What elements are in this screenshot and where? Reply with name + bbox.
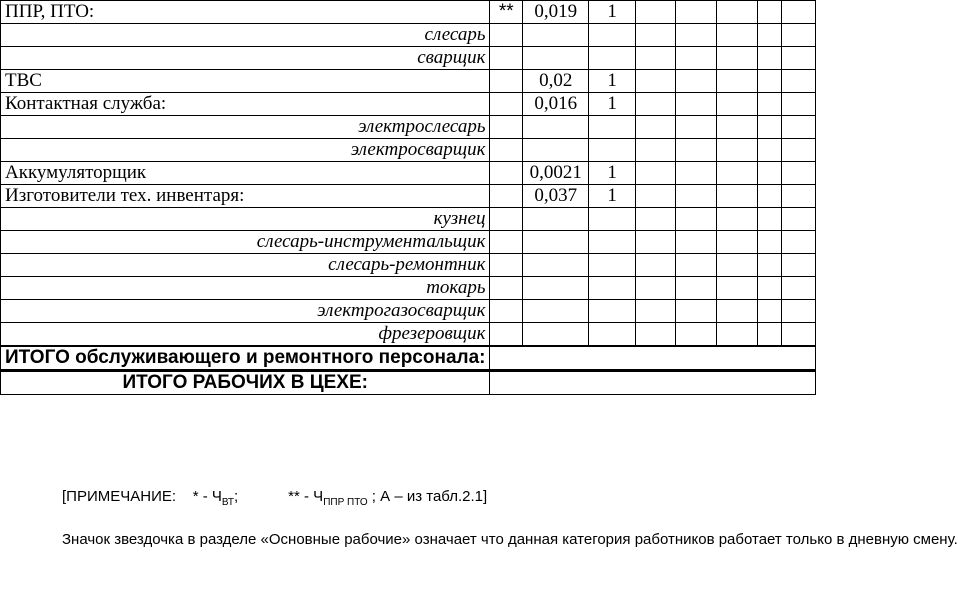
- marker-cell: [490, 116, 523, 139]
- empty-cell: [716, 254, 757, 277]
- empty-cell: [782, 24, 816, 47]
- empty-cell: [716, 323, 757, 347]
- marker-cell: [490, 185, 523, 208]
- empty-cell: [676, 47, 716, 70]
- table-row: [1, 116, 816, 139]
- empty-cell: [635, 24, 676, 47]
- empty-cell: [757, 323, 782, 347]
- empty-cell: [716, 47, 757, 70]
- coefficient-cell: 0,0021: [523, 162, 589, 185]
- table-row: [1, 231, 816, 254]
- table-row: [1, 254, 816, 277]
- empty-cell: [676, 1, 716, 24]
- count-cell: 1: [589, 93, 635, 116]
- empty-cell: [716, 277, 757, 300]
- category-name: Изготовители тех. инвентаря:: [1, 185, 490, 208]
- empty-cell: [676, 116, 716, 139]
- empty-cell: [782, 300, 816, 323]
- empty-cell: [782, 70, 816, 93]
- empty-cell: [757, 254, 782, 277]
- empty-cell: [635, 47, 676, 70]
- marker-cell: [490, 231, 523, 254]
- count-cell: [589, 254, 635, 277]
- empty-cell: [635, 116, 676, 139]
- note-star-text: * - Ч: [192, 488, 222, 505]
- empty-cell: [635, 93, 676, 116]
- count-cell: 1: [589, 185, 635, 208]
- marker-cell: [490, 162, 523, 185]
- marker-cell: [490, 24, 523, 47]
- table-row: [1, 300, 816, 323]
- table-row: [1, 208, 816, 231]
- worker-name: электрогазосварщик: [1, 300, 490, 323]
- empty-cell: [757, 24, 782, 47]
- empty-cell: [782, 47, 816, 70]
- marker-cell: [490, 47, 523, 70]
- empty-cell: [635, 139, 676, 162]
- empty-cell: [676, 24, 716, 47]
- table-row-total-service: [1, 346, 816, 371]
- category-name: Аккумуляторщик: [1, 162, 490, 185]
- empty-cell: [757, 116, 782, 139]
- marker-cell: [490, 300, 523, 323]
- worker-name: токарь: [1, 277, 490, 300]
- table-row: [1, 70, 816, 93]
- count-cell: [589, 139, 635, 162]
- count-cell: [589, 277, 635, 300]
- count-cell: [589, 208, 635, 231]
- empty-cell: [635, 254, 676, 277]
- count-cell: [589, 323, 635, 347]
- empty-cell: [635, 208, 676, 231]
- marker-cell: [490, 139, 523, 162]
- empty-cell: [757, 1, 782, 24]
- note-star-sub: ВТ: [221, 497, 234, 508]
- empty-cell: [635, 300, 676, 323]
- marker-cell: [490, 208, 523, 231]
- count-cell: [589, 47, 635, 70]
- empty-cell: [716, 185, 757, 208]
- worker-name: слесарь-ремонтник: [1, 254, 490, 277]
- empty-cell: [716, 93, 757, 116]
- table-row: [1, 1, 816, 24]
- table-row: [1, 185, 816, 208]
- table-row: [1, 277, 816, 300]
- count-cell: 1: [589, 1, 635, 24]
- worker-name: слесарь-инструментальщик: [1, 231, 490, 254]
- note-suffix: ; А – из табл.2.1]: [367, 488, 488, 505]
- coefficient-cell: 0,02: [523, 70, 589, 93]
- coefficient-cell: 0,019: [523, 1, 589, 24]
- note-dstar-text: ** - Ч: [288, 488, 324, 505]
- empty-cell: [716, 162, 757, 185]
- count-cell: 1: [589, 70, 635, 93]
- empty-cell: [757, 277, 782, 300]
- empty-cell: [757, 47, 782, 70]
- empty-cell: [716, 300, 757, 323]
- category-name: ППР, ПТО:: [1, 1, 490, 24]
- total-workshop-value: [490, 371, 816, 395]
- empty-cell: [757, 208, 782, 231]
- count-cell: [589, 116, 635, 139]
- category-name: Контактная служба:: [1, 93, 490, 116]
- empty-cell: [757, 300, 782, 323]
- coefficient-cell: [523, 254, 589, 277]
- empty-cell: [635, 162, 676, 185]
- empty-cell: [635, 185, 676, 208]
- coefficient-cell: [523, 277, 589, 300]
- empty-cell: [676, 93, 716, 116]
- empty-cell: [676, 323, 716, 347]
- empty-cell: [635, 323, 676, 347]
- coefficient-cell: 0,037: [523, 185, 589, 208]
- coefficient-cell: [523, 323, 589, 347]
- marker-cell: [490, 254, 523, 277]
- worker-name: электросварщик: [1, 139, 490, 162]
- explanation-text: Значок звездочка в разделе «Основные рабочие» означает что данная категория работников работает только в дневную смену.: [62, 531, 958, 548]
- coefficient-cell: [523, 139, 589, 162]
- empty-cell: [635, 277, 676, 300]
- coefficient-cell: [523, 300, 589, 323]
- coefficient-cell: [523, 116, 589, 139]
- coefficient-cell: [523, 47, 589, 70]
- total-service-value: [490, 346, 816, 371]
- empty-cell: [782, 231, 816, 254]
- empty-cell: [676, 277, 716, 300]
- empty-cell: [676, 300, 716, 323]
- empty-cell: [782, 116, 816, 139]
- empty-cell: [676, 208, 716, 231]
- table-row: [1, 47, 816, 70]
- empty-cell: [782, 208, 816, 231]
- coefficient-cell: 0,016: [523, 93, 589, 116]
- note-line: [62, 487, 487, 513]
- marker-cell: [490, 323, 523, 347]
- table-row-total-workshop: [1, 371, 816, 395]
- table-row: [1, 139, 816, 162]
- total-service-label: ИТОГО обслуживающего и ремонтного персонала:: [1, 346, 490, 371]
- empty-cell: [782, 162, 816, 185]
- worker-name: слесарь: [1, 24, 490, 47]
- marker-cell: [490, 70, 523, 93]
- note-prefix: [ПРИМЕЧАНИЕ:: [62, 488, 177, 505]
- empty-cell: [676, 139, 716, 162]
- empty-cell: [716, 231, 757, 254]
- table-row: [1, 93, 816, 116]
- empty-cell: [635, 1, 676, 24]
- empty-cell: [716, 1, 757, 24]
- coefficient-cell: [523, 24, 589, 47]
- empty-cell: [757, 185, 782, 208]
- empty-cell: [716, 70, 757, 93]
- count-cell: [589, 24, 635, 47]
- table-row: [1, 323, 816, 347]
- coefficient-cell: [523, 231, 589, 254]
- empty-cell: [757, 93, 782, 116]
- worker-name: сварщик: [1, 47, 490, 70]
- empty-cell: [782, 185, 816, 208]
- empty-cell: [635, 70, 676, 93]
- total-workshop-label: ИТОГО РАБОЧИХ В ЦЕХЕ:: [1, 371, 490, 395]
- table-row: [1, 24, 816, 47]
- empty-cell: [676, 70, 716, 93]
- empty-cell: [635, 231, 676, 254]
- empty-cell: [676, 231, 716, 254]
- worker-name: кузнец: [1, 208, 490, 231]
- coefficient-cell: [523, 208, 589, 231]
- marker-cell: [490, 277, 523, 300]
- empty-cell: [782, 323, 816, 347]
- empty-cell: [782, 1, 816, 24]
- note-star-end: ;: [233, 488, 239, 505]
- worker-name: электрослесарь: [1, 116, 490, 139]
- empty-cell: [716, 24, 757, 47]
- empty-cell: [782, 277, 816, 300]
- table-row: [1, 162, 816, 185]
- worker-name: фрезеровщик: [1, 323, 490, 347]
- empty-cell: [757, 162, 782, 185]
- empty-cell: [676, 162, 716, 185]
- marker-cell: **: [490, 1, 523, 24]
- empty-cell: [676, 254, 716, 277]
- empty-cell: [782, 254, 816, 277]
- category-name: ТВС: [1, 70, 490, 93]
- empty-cell: [716, 116, 757, 139]
- empty-cell: [782, 93, 816, 116]
- empty-cell: [782, 139, 816, 162]
- empty-cell: [716, 139, 757, 162]
- count-cell: 1: [589, 162, 635, 185]
- note-dstar-sub: ППР ПТО: [323, 497, 368, 508]
- count-cell: [589, 300, 635, 323]
- empty-cell: [757, 139, 782, 162]
- marker-cell: [490, 93, 523, 116]
- empty-cell: [716, 208, 757, 231]
- empty-cell: [757, 70, 782, 93]
- empty-cell: [676, 185, 716, 208]
- count-cell: [589, 231, 635, 254]
- empty-cell: [757, 231, 782, 254]
